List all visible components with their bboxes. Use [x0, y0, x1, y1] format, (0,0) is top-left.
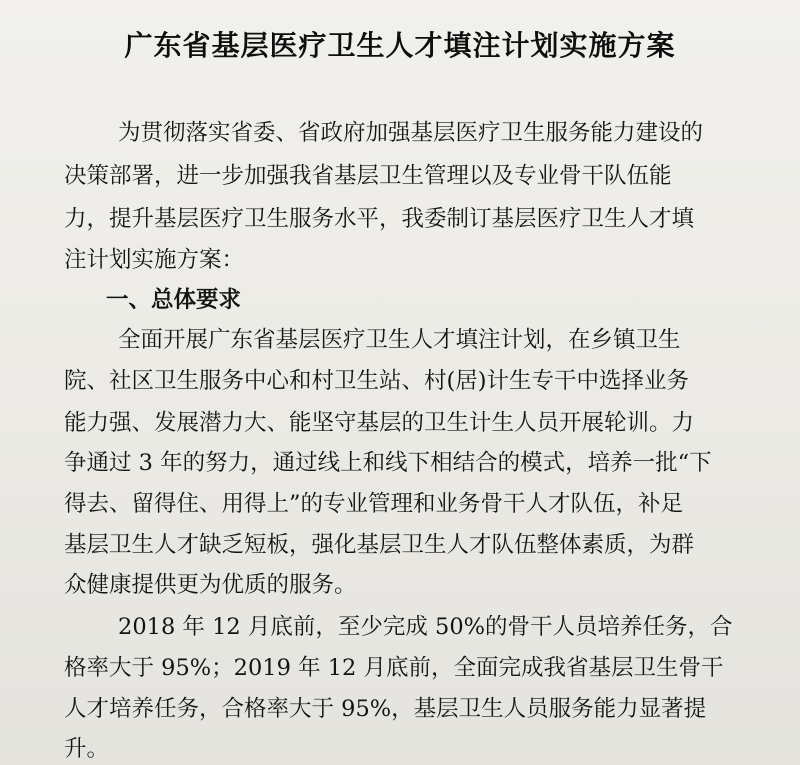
section1-line-4: 争通过 3 年的努力，通过线上和线下相结合的模式，培养一批“下 — [64, 450, 712, 476]
intro-line-4: 注计划实施方案： — [64, 247, 245, 273]
section1-line-3: 能力强、发展潜力大、能坚守基层的卫生计生人员开展轮训。力 — [64, 410, 695, 436]
intro-line-2: 决策部署，进一步加强我省基层卫生管理以及专业骨干队伍能 — [64, 163, 672, 189]
target-line-1: 2018 年 12 月底前，至少完成 50%的骨干人员培养任务，合 — [118, 614, 733, 640]
section-heading-general-requirements: 一、总体要求 — [106, 287, 242, 313]
document-title: 广东省基层医疗卫生人才填注计划实施方案 — [124, 29, 676, 62]
section1-line-1: 全面开展广东省基层医疗卫生人才填注计划，在乡镇卫生 — [118, 327, 681, 353]
target-line-4: 升。 — [64, 736, 110, 762]
target-line-2: 格率大于 95%；2019 年 12 月底前，全面完成我省基层卫生骨干 — [64, 655, 724, 681]
section1-line-7: 众健康提供更为优质的服务。 — [64, 572, 357, 598]
intro-line-1: 为贯彻落实省委、省政府加强基层医疗卫生服务能力建设的 — [118, 120, 704, 146]
section1-line-2: 院、社区卫生服务中心和村卫生站、村(居)计生专干中选择业务 — [64, 368, 690, 394]
section1-line-6: 基层卫生人才缺乏短板，强化基层卫生人才队伍整体素质，为群 — [64, 532, 695, 558]
section1-line-5: 得去、留得住、用得上”的专业管理和业务骨干人才队伍，补足 — [64, 491, 684, 517]
target-line-3: 人才培养任务，合格率大于 95%，基层卫生人员服务能力显著提 — [64, 696, 707, 722]
intro-line-3: 力，提升基层医疗卫生服务水平，我委制订基层医疗卫生人才填 — [64, 206, 695, 232]
